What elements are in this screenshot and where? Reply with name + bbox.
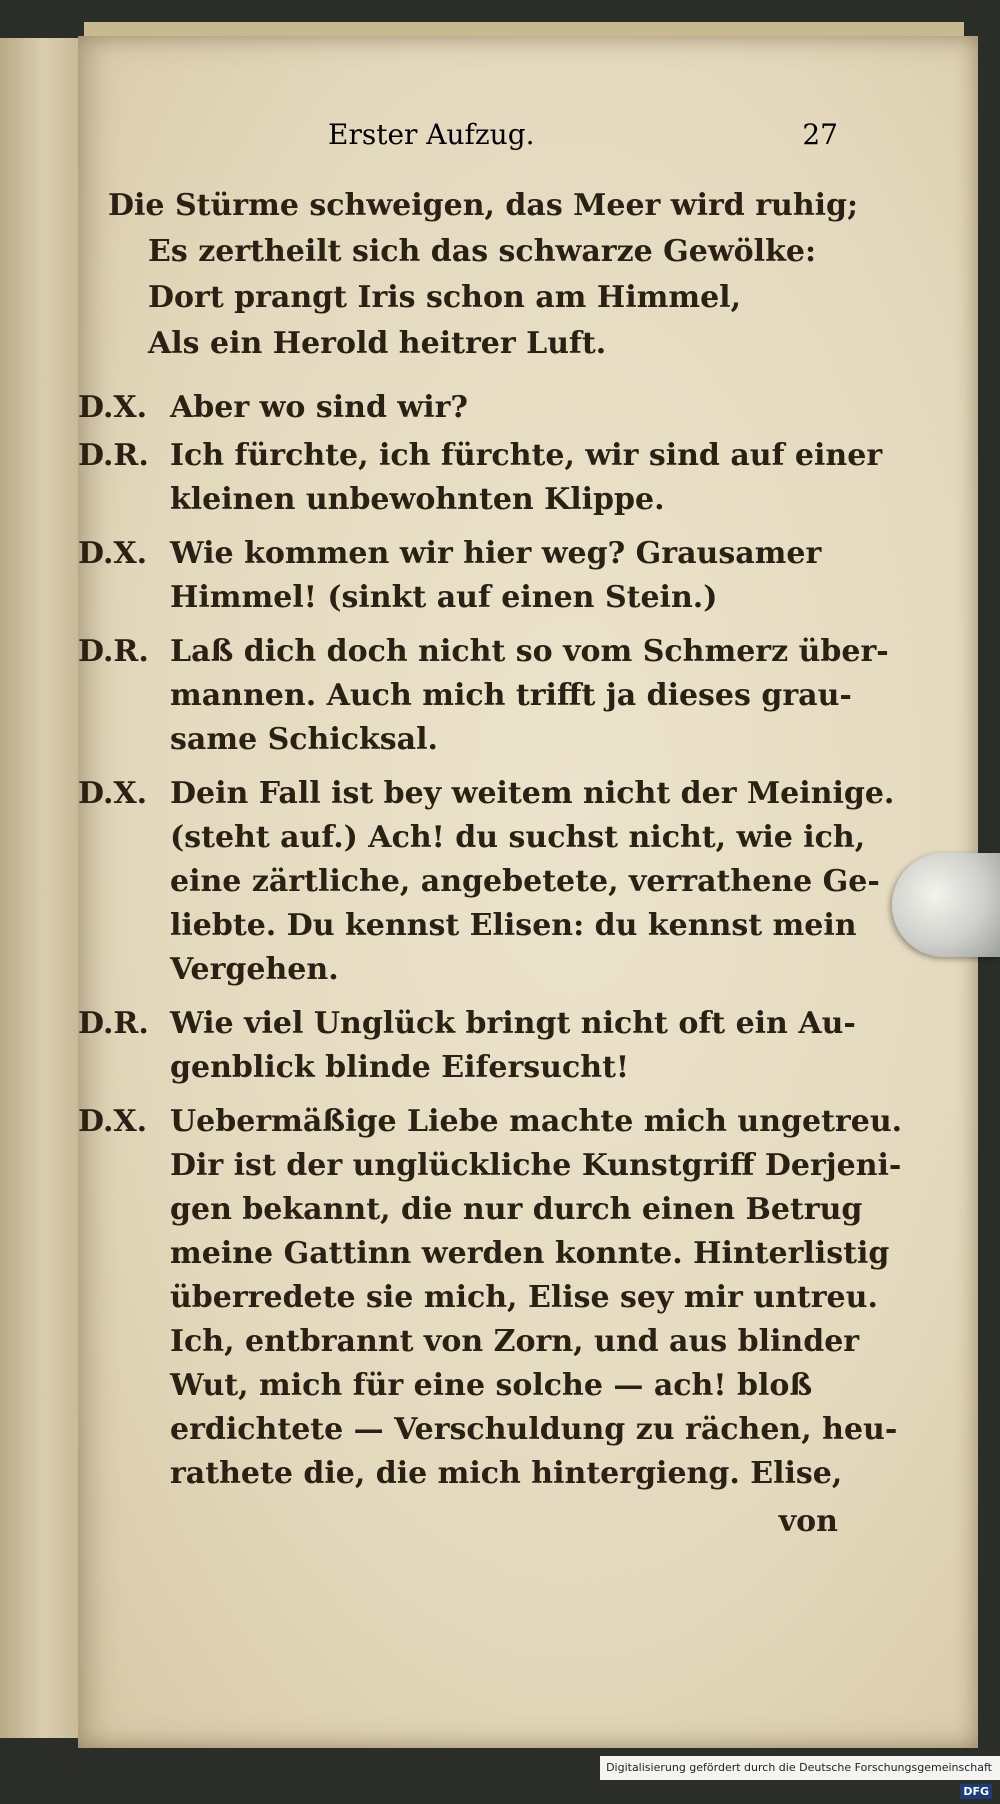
dialogue-line: erdichtete — Verschuldung zu rächen, heu- bbox=[170, 1412, 898, 1447]
dialogue-line: eine zärtliche, angebetete, verrathene Ge- bbox=[170, 864, 880, 899]
verse-line: Die Stürme schweigen, das Meer wird ruhig; bbox=[108, 188, 859, 223]
book-clip bbox=[892, 853, 1000, 957]
dialogue-line: Wie kommen wir hier weg? Grausamer bbox=[170, 536, 822, 571]
dialogue-line: Vergehen. bbox=[170, 952, 339, 987]
speaker-label: D.R. bbox=[78, 1006, 149, 1041]
dialogue-line: kleinen unbewohnten Klippe. bbox=[170, 482, 665, 517]
dialogue-line: Wie viel Unglück bringt nicht oft ein Au- bbox=[170, 1006, 856, 1041]
left-page-edge bbox=[0, 38, 80, 1738]
dialogue-line: mannen. Auch mich trifft ja dieses grau- bbox=[170, 678, 852, 713]
speaker-label: D.X. bbox=[78, 776, 148, 811]
dialogue-line: Aber wo sind wir? bbox=[170, 390, 468, 425]
dialogue-line: Dein Fall ist bey weitem nicht der Meinige. bbox=[170, 776, 895, 811]
dialogue-line: Uebermäßige Liebe machte mich ungetreu. bbox=[170, 1104, 903, 1139]
digitization-credit bbox=[600, 1756, 1000, 1798]
dialogue-line: meine Gattinn werden konnte. Hinterlistig bbox=[170, 1236, 890, 1271]
running-header bbox=[78, 118, 838, 168]
dialogue-line: überredete sie mich, Elise sey mir untreu. bbox=[170, 1280, 878, 1315]
dialogue-line: Dir ist der unglückliche Kunstgriff Derjeni- bbox=[170, 1148, 902, 1183]
dialogue-line: Wut, mich für eine solche — ach! bloß bbox=[170, 1368, 813, 1403]
credit-text: Digitalisierung gefördert durch die Deutsche Forschungsgemeinschaft - bbox=[606, 1761, 992, 1798]
speaker-label: D.X. bbox=[78, 536, 148, 571]
header-title: Erster Aufzug. bbox=[328, 118, 535, 151]
dialogue-line: same Schicksal. bbox=[170, 722, 438, 757]
dialogue-line: gen bekannt, die nur durch einen Betrug bbox=[170, 1192, 863, 1227]
dialogue-line: Ich fürchte, ich fürchte, wir sind auf einer bbox=[170, 438, 883, 473]
dialogue-line: (steht auf.) Ach! du suchst nicht, wie ich, bbox=[170, 820, 866, 855]
dialogue-line: Laß dich doch nicht so vom Schmerz über- bbox=[170, 634, 889, 669]
dialogue-line: rathete die, die mich hintergieng. Elise, bbox=[170, 1456, 843, 1491]
verse-line: Als ein Herold heitrer Luft. bbox=[148, 326, 607, 361]
catchword: von bbox=[778, 1504, 838, 1539]
dialogue-line: Himmel! (sinkt auf einen Stein.) bbox=[170, 580, 718, 615]
speaker-label: D.R. bbox=[78, 438, 149, 473]
page-number: 27 bbox=[802, 118, 838, 151]
verse-line: Es zertheilt sich das schwarze Gewölke: bbox=[148, 234, 817, 269]
verse-line: Dort prangt Iris schon am Himmel, bbox=[148, 280, 742, 315]
speaker-label: D.X. bbox=[78, 1104, 148, 1139]
speaker-label: D.R. bbox=[78, 634, 149, 669]
dialogue-line: genblick blinde Eifersucht! bbox=[170, 1050, 630, 1085]
speaker-label: D.X. bbox=[78, 390, 148, 425]
dialogue-line: Ich, entbrannt von Zorn, und aus blinder bbox=[170, 1324, 860, 1359]
dfg-logo: DFG bbox=[960, 1784, 992, 1799]
dialogue-line: liebte. Du kennst Elisen: du kennst mein bbox=[170, 908, 857, 943]
